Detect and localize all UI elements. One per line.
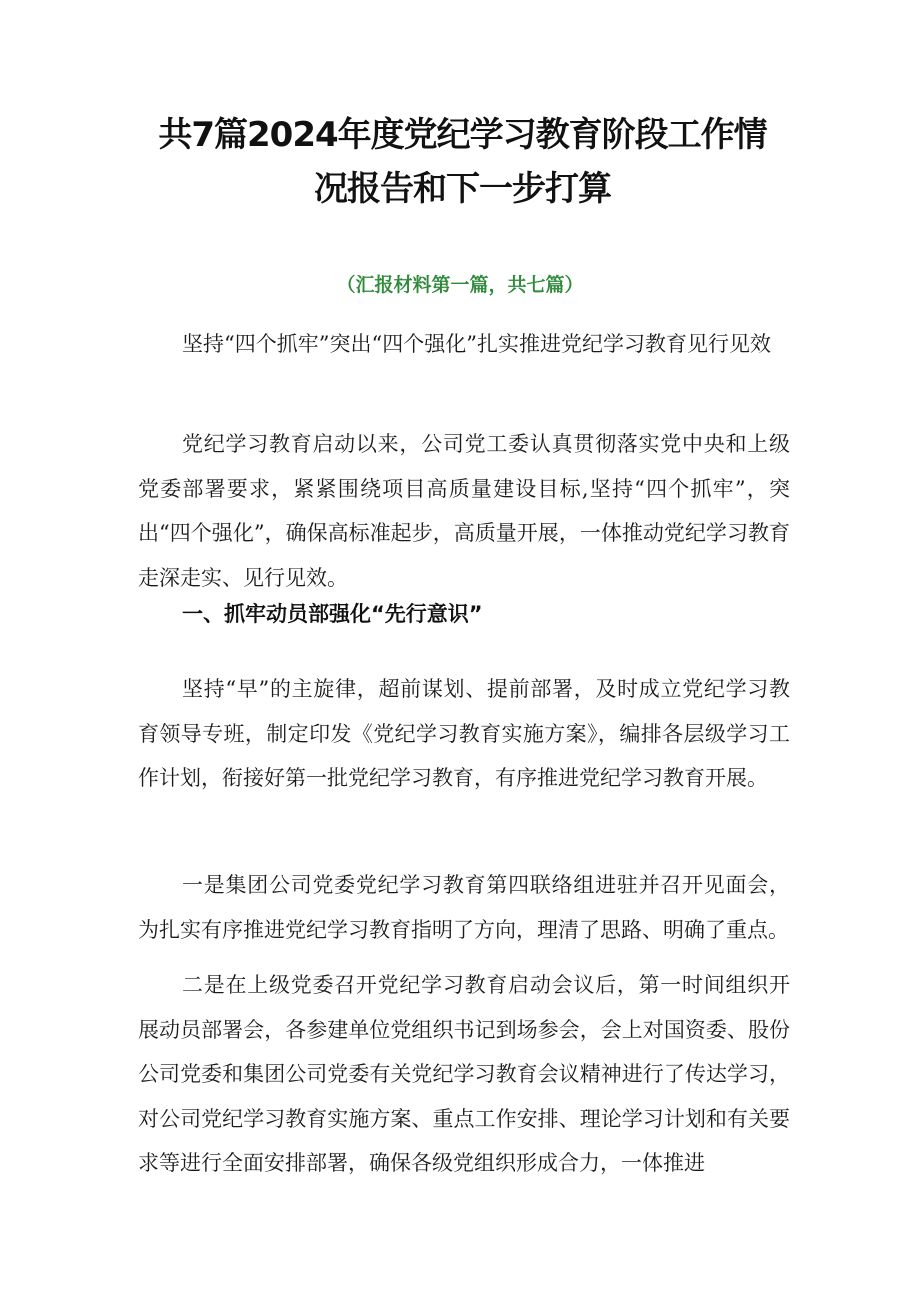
document-subtitle: （汇报材料第一篇，共七篇）	[336, 274, 584, 296]
intro-headline-paragraph: 坚持“四个抓牢”突出“四个强化”扎实推进党纪学习教育见行见效	[182, 332, 771, 356]
intro-body-paragraph: 党纪学习教育启动以来，公司党工委认真贯彻落实党中央和上级党委部署要求，紧紧围绕项目高质量建设目标,坚持“四个抓牢”，突出“四个强化”，确保高标准起步，高质量开展，一体推动党纪学习教育走深走实、见行见效。	[138, 432, 790, 590]
document-title: 共7篇2024年度党纪学习教育阶段工作情况报告和下一步打算	[158, 115, 767, 209]
section-paragraph-item-two: 二是在上级党委召开党纪学习教育启动会议后，第一时间组织开展动员部署会，各参建单位党组织书记到场参会，会上对国资委、股份公司党委和集团公司党委有关党纪学习教育会议精神进行了传达学习，对公司党纪学习教育实施方案、重点工作安排、理论学习计划和有关要求等进行全面安排部署，确保各级党组织形成合力，一体推进	[138, 973, 790, 1175]
section-paragraph: 坚持“早”的主旋律，超前谋划、提前部署，及时成立党纪学习教育领导专班，制定印发《党纪学习教育实施方案》，编排各层级学习工作计划，衔接好第一批党纪学习教育，有序推进党纪学习教育开展。	[138, 677, 790, 790]
section-heading: 一、抓牢动员部强化“先行意识”	[182, 602, 483, 626]
section-paragraph-item-one: 一是集团公司党委党纪学习教育第四联络组进驻并召开见面会，为扎实有序推进党纪学习教育指明了方向，理清了思路、明确了重点。	[138, 873, 790, 942]
